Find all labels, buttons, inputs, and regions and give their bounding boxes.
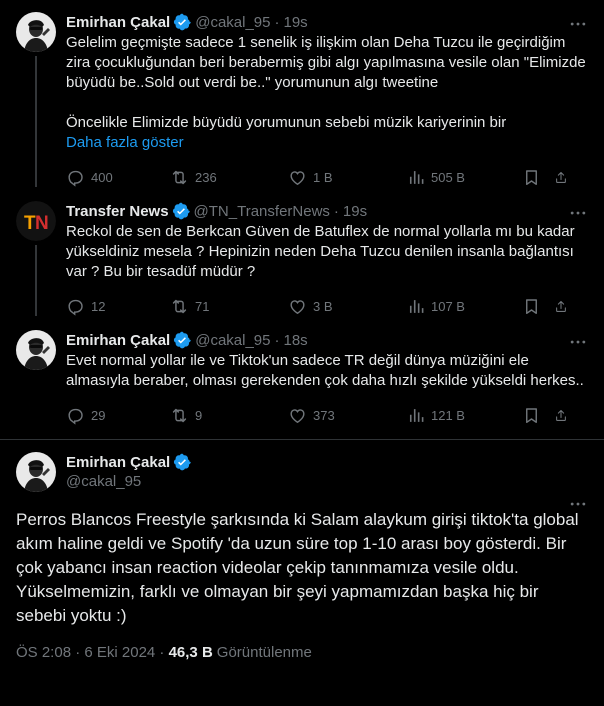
avatar[interactable] <box>16 201 56 241</box>
retweet-count: 71 <box>195 298 210 314</box>
show-more-link[interactable]: Daha fazla göster <box>66 134 184 151</box>
tweet-3[interactable] <box>0 316 604 439</box>
bookmark-icon <box>522 297 541 316</box>
author-handle[interactable]: @TN_TransferNews <box>193 202 330 220</box>
views-button[interactable] <box>406 297 522 316</box>
author-handle[interactable]: @cakal_95 <box>195 331 271 349</box>
avatar[interactable] <box>16 452 56 492</box>
verified-icon <box>172 202 190 220</box>
share-icon <box>554 406 568 425</box>
heart-icon <box>288 406 307 425</box>
tweet-2[interactable] <box>0 187 604 316</box>
bookmark-button[interactable] <box>522 406 554 425</box>
thread-line <box>35 245 37 316</box>
tweet-actions <box>66 405 588 425</box>
analytics-icon <box>406 168 425 187</box>
profile-picture-icon <box>16 12 56 52</box>
author-name[interactable]: Emirhan Çakal <box>66 13 171 31</box>
bookmark-icon <box>522 406 541 425</box>
main-views-count: 46,3 B <box>168 644 213 661</box>
author-name[interactable]: Emirhan Çakal <box>66 453 171 471</box>
avatar[interactable] <box>16 330 56 370</box>
reply-button[interactable] <box>66 297 170 316</box>
more-options-button[interactable] <box>568 203 588 223</box>
more-icon <box>568 203 588 223</box>
like-count: 1 B <box>313 169 333 185</box>
like-count: 373 <box>313 407 335 423</box>
bookmark-icon <box>522 168 541 187</box>
reply-button[interactable] <box>66 168 170 187</box>
retweet-count: 9 <box>195 407 203 423</box>
more-options-button[interactable] <box>568 494 588 514</box>
tweet-text: Reckol de sen de Berkcan Güven de Batuflex de normal yollarla mı bu kadar yükseldiniz mesela ? Hepinizin neden Deha Tuzcu denilen insanla bağlantısı var ? Bu bir tesadüf müdür ? <box>66 223 579 280</box>
separator-dot: · <box>274 13 280 31</box>
share-button[interactable] <box>554 297 574 316</box>
tweet-meta <box>16 644 588 661</box>
views-label: Görüntülenme <box>216 644 312 661</box>
author-name[interactable]: Transfer News <box>66 202 169 220</box>
tweet-1[interactable] <box>0 0 604 187</box>
profile-picture-icon <box>16 452 56 492</box>
author-handle[interactable]: @cakal_95 <box>195 13 271 31</box>
like-count: 3 B <box>313 298 333 314</box>
tweet-timestamp[interactable]: ÖS 2:08 · 6 Eki 2024 · <box>16 644 169 661</box>
tweet-text: Gelelim geçmişte sadece 1 senelik iş ilişkim olan Deha Tuzcu ile geçirdiğim zira çocukluğundan beri berabermiş gibi algı yapılmasına vesile olan "Elimizde büyüdü be..Sold out verdi be.." yorumunun algı tweetine Öncelikle Elimizde büyüdü yorumunun sebebi müzik kariyerinin bir <box>66 34 586 131</box>
more-options-button[interactable] <box>568 332 588 352</box>
share-icon <box>554 297 568 316</box>
share-button[interactable] <box>554 406 574 425</box>
verified-icon <box>173 331 191 349</box>
thread-line <box>35 56 37 187</box>
analytics-icon <box>406 406 425 425</box>
bookmark-button[interactable] <box>522 168 554 187</box>
more-icon <box>568 332 588 352</box>
reply-icon <box>66 297 85 316</box>
tweet-time[interactable]: 18s <box>283 331 308 349</box>
separator-dot: · <box>274 331 280 349</box>
tweet-actions <box>66 296 588 316</box>
reply-icon <box>66 406 85 425</box>
verified-icon <box>173 453 191 471</box>
retweet-button[interactable] <box>170 297 288 316</box>
share-button[interactable] <box>554 168 574 187</box>
reply-count: 12 <box>91 298 106 314</box>
reply-icon <box>66 168 85 187</box>
main-tweet-text: Perros Blancos Freestyle şarkısında ki Salam alaykum girişi tiktok'ta global akım haline geldi ve Spotify 'da uzun süre top 1-10 arası boy gösterdi. Bir çok yabancı insan reaction videolar çekip tanınmamıza vesile oldu. Yükselmemizin, farklı ve olmayan bir şeyi yapmamızdan başka hiç bir sebebi yoktu :) <box>16 510 579 625</box>
author-handle[interactable]: @cakal_95 <box>66 473 142 490</box>
bookmark-button[interactable] <box>522 297 554 316</box>
retweet-icon <box>170 297 189 316</box>
retweet-button[interactable] <box>170 168 288 187</box>
verified-icon <box>173 13 191 31</box>
reply-count: 29 <box>91 407 106 423</box>
main-tweet <box>0 440 604 661</box>
more-options-button[interactable] <box>568 14 588 34</box>
tweet-time[interactable]: 19s <box>283 13 308 31</box>
more-icon <box>568 494 588 514</box>
heart-icon <box>288 168 307 187</box>
like-button[interactable] <box>288 406 406 425</box>
reply-button[interactable] <box>66 406 170 425</box>
views-button[interactable] <box>406 406 522 425</box>
retweet-icon <box>170 168 189 187</box>
like-button[interactable] <box>288 297 406 316</box>
tweet-text: Evet normal yollar ile ve Tiktok'un sadece TR değil dünya müziğini ele almasıyla beraber, olması gerekenden çok daha hızlı şekilde yükseldi herkes.. <box>66 352 584 389</box>
transfer-news-logo-icon <box>16 201 56 241</box>
separator-dot: · <box>333 202 339 220</box>
tweet-time[interactable]: 19s <box>342 202 368 220</box>
views-count: 121 B <box>431 407 465 423</box>
reply-count: 400 <box>91 169 113 185</box>
heart-icon <box>288 297 307 316</box>
more-icon <box>568 14 588 34</box>
analytics-icon <box>406 297 425 316</box>
tweet-actions <box>66 167 588 187</box>
views-count: 107 B <box>431 298 465 314</box>
views-count: 505 B <box>431 169 465 185</box>
avatar[interactable] <box>16 12 56 52</box>
like-button[interactable] <box>288 168 406 187</box>
retweet-count: 236 <box>195 169 217 185</box>
author-name[interactable]: Emirhan Çakal <box>66 331 171 349</box>
retweet-icon <box>170 406 189 425</box>
profile-picture-icon <box>16 330 56 370</box>
share-icon <box>554 168 568 187</box>
views-button[interactable] <box>406 168 522 187</box>
retweet-button[interactable] <box>170 406 288 425</box>
